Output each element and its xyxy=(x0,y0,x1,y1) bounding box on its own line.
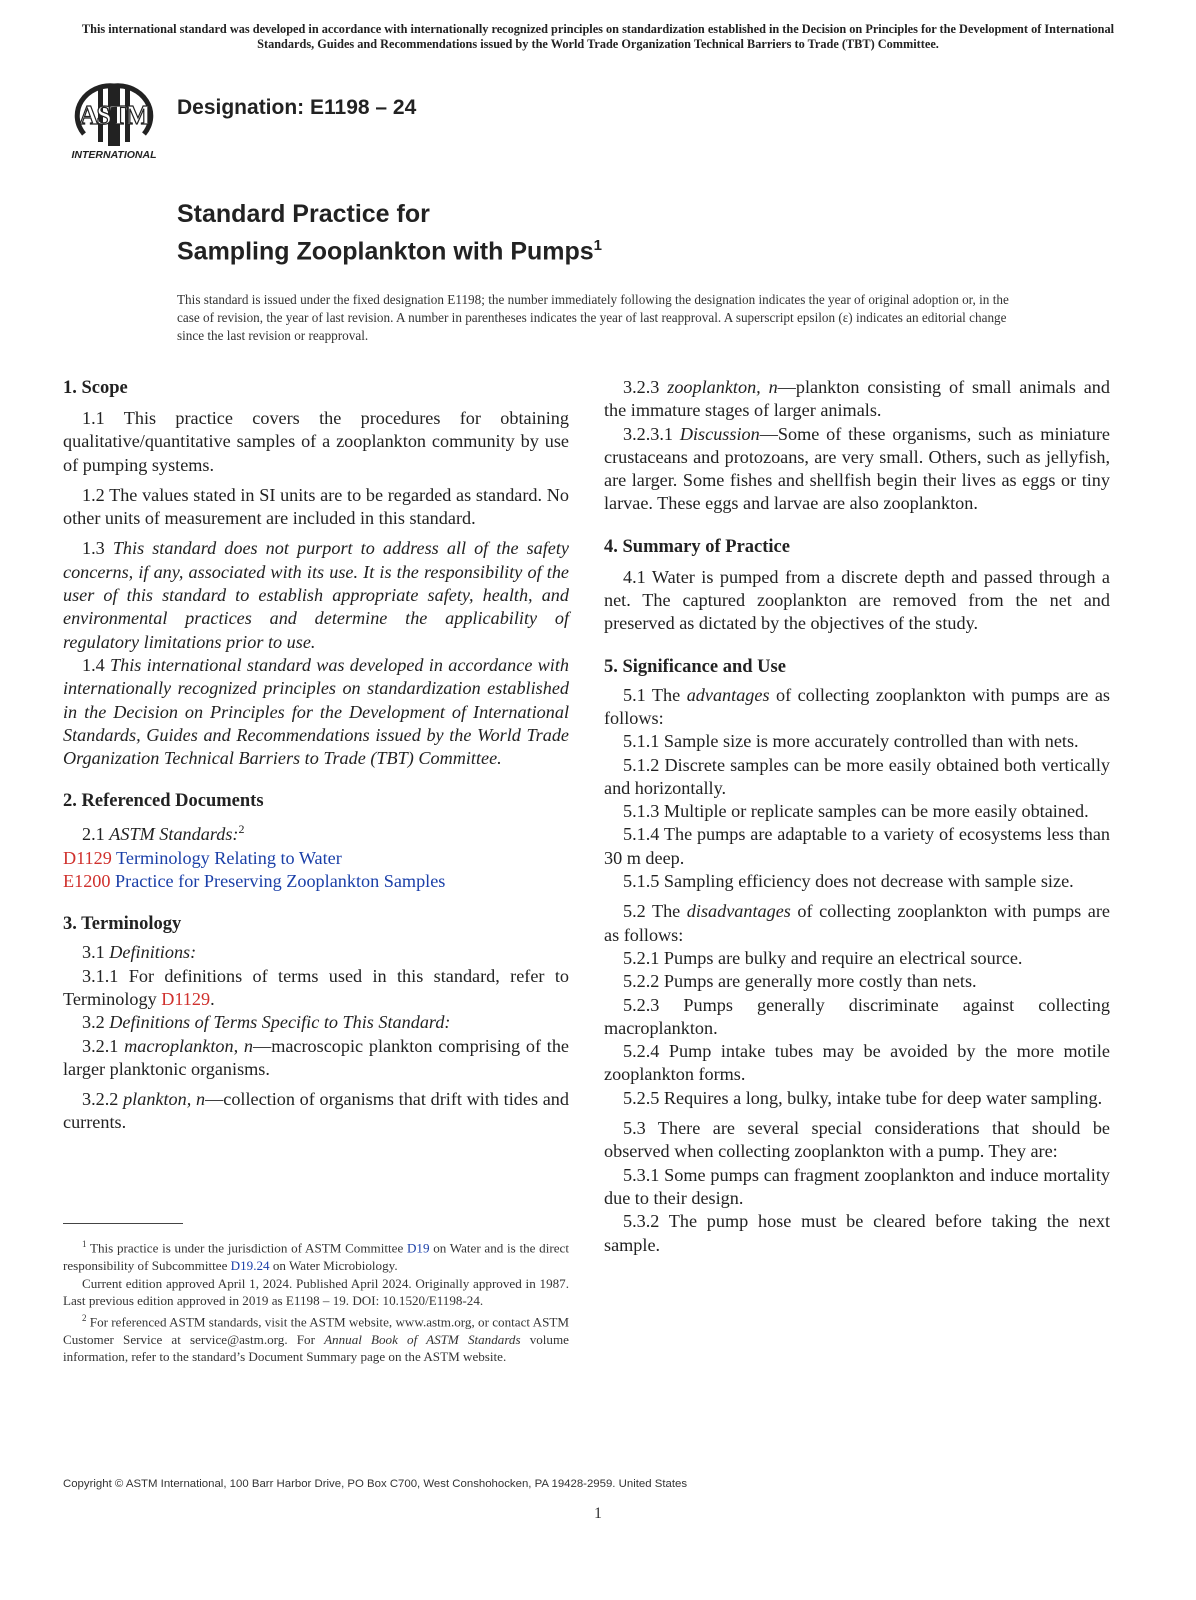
paragraph-5-2: 5.2 The disadvantages of collecting zooplankton with pumps are as follows: xyxy=(604,901,1111,945)
paragraph-5-1: 5.1 The advantages of collecting zooplankton with pumps are as follows: xyxy=(604,684,1110,728)
paragraph-4-1: 4.1 Water is pumped from a discrete depth and passed through a net. The captured zooplankton are removed from the net and preserved as dictated by the objectives of the study. xyxy=(604,566,1110,634)
paragraph-5-1-2: 5.1.2 Discrete samples can be more easily obtained both vertically and horizontally. xyxy=(604,754,1110,798)
link-d19-24[interactable]: D19.24 xyxy=(230,1257,270,1273)
section-heading-significance-and-use: 5. Significance and Use xyxy=(604,656,786,677)
paragraph-3-2-1: 3.2.1 macroplankton, n—macroscopic plankton comprising of the larger planktonic organisms. xyxy=(63,1035,569,1079)
section-heading-scope: 1. Scope xyxy=(63,378,128,398)
title-line-1: Standard Practice for xyxy=(177,200,430,228)
paragraph-5-3-1: 5.3.1 Some pumps can fragment zooplankton and induce mortality due to their design. xyxy=(604,1164,1110,1208)
paragraph-5-3-2: 5.3.2 The pump hose must be cleared before taking the next sample. xyxy=(604,1211,1110,1255)
paragraph-5-2-5: 5.2.5 Requires a long, bulky, intake tube for deep water sampling. xyxy=(623,1087,1103,1108)
ref-code-d1129[interactable]: D1129 xyxy=(63,847,112,868)
paragraph-5-1-4: 5.1.4 The pumps are adaptable to a variety of ecosystems less than 30 m deep. xyxy=(604,824,1110,868)
paragraph-5-3: 5.3 There are several special considerations that should be observed when collecting zooplankton with a pump. They are: xyxy=(604,1118,1110,1162)
paragraph-3-2-3-1: 3.2.3.1 Discussion—Some of these organisms, such as miniature crustaceans and protozoans, are very small. Others, such as jellyfish, are larger. Some fishes and shellfish begin their lives as eggs or tiny larvae. These eggs and larvae are also zooplankton. xyxy=(604,423,1110,514)
reference-d1129[interactable] xyxy=(63,847,569,870)
section-heading-terminology: 3. Terminology xyxy=(63,914,182,935)
paragraph-5-2-3: 5.2.3 Pumps generally discriminate against collecting macroplankton. xyxy=(604,994,1110,1038)
designation: Designation: E1198 – 24 xyxy=(177,96,417,119)
paragraph-1-1: 1.1 This practice covers the procedures for obtaining qualitative/quantitative samples of a zooplankton community by use of pumping systems. xyxy=(63,408,569,475)
paragraph-3-2-2: 3.2.2 plankton, n—collection of organisms that drift with tides and currents. xyxy=(63,1089,569,1133)
paragraph-3-2: 3.2 Definitions of Terms Specific to This Standard: xyxy=(82,1012,451,1033)
paragraph-5-1-5: 5.1.5 Sampling efficiency does not decrease with sample size. xyxy=(623,871,1074,892)
paragraph-5-1-1: 5.1.1 Sample size is more accurately controlled than with nets. xyxy=(623,731,1079,752)
right-column xyxy=(604,376,1110,1257)
footnote-1-edition: Current edition approved April 1, 2024. Published April 2024. Originally approved in 1987. Last previous edition approved in 2019 as E1198 – 19. DOI: 10.1520/E1198-24. xyxy=(63,1275,569,1309)
paragraph-1-2: 1.2 The values stated in SI units are to be regarded as standard. No other units of measurement are included in this standard. xyxy=(63,484,569,529)
copyright-notice: Copyright © ASTM International, 100 Barr Harbor Drive, PO Box C700, West Conshohocken, PA 19428-2959. United States xyxy=(63,1478,688,1490)
title-line-2: Sampling Zooplankton with Pumps xyxy=(177,237,594,266)
paragraph-5-1-3: 5.1.3 Multiple or replicate samples can be more easily obtained. xyxy=(623,801,1089,822)
section-heading-summary-of-practice: 4. Summary of Practice xyxy=(604,536,790,557)
paragraph-1-4: 1.4 This international standard was developed in accordance with internationally recognized principles on standardization established in the Decision on Principles for the Development of International Standards, Guides and Recommendations issued by the World Trade Organization Technical Barriers to Trade (TBT) Committee. xyxy=(63,654,570,769)
ref-title-e1200[interactable]: Practice for Preserving Zooplankton Samples xyxy=(110,871,446,892)
footnotes xyxy=(63,1236,569,1366)
standard-notice: This international standard was developed in accordance with internationally recognized principles on standardization established in the Decision on Principles for the Development of International Standards, Guides and Recommendations issued by the World Trade Organization Technical Barriers to Trade (TBT) Committee. xyxy=(81,22,1115,51)
issued-note: This standard is issued under the fixed designation E1198; the number immediately following the designation indicates the year of original adoption or, in the case of revision, the year of last revision. A number in parentheses indicates the year of last reapproval. A superscript epsilon (ε) indicates an editorial change since the last revision or reapproval. xyxy=(177,292,1009,343)
ref-code-e1200[interactable]: E1200 xyxy=(63,871,111,892)
paragraph-5-2-1: 5.2.1 Pumps are bulky and require an electrical source. xyxy=(623,947,1023,968)
paragraph-3-1-1: 3.1.1 For definitions of terms used in this standard, refer to Terminology D1129. xyxy=(63,965,569,1009)
title-footnote-mark: 1 xyxy=(593,237,603,254)
section-heading-referenced-documents: 2. Referenced Documents xyxy=(63,791,264,812)
reference-e1200[interactable] xyxy=(63,870,569,893)
logo-text: ASTM xyxy=(78,100,150,130)
astm-logo xyxy=(64,74,164,166)
paragraph-1-3: 1.3 This standard does not purport to address all of the safety concerns, if any, associated with its use. It is the responsibility of the user of this standard to establish appropriate safety, health, and environmental practices and determine the applicability of regulatory limitations prior to use. xyxy=(63,538,570,652)
footnote-2: $^2$ For referenced ASTM standards, visit the ASTM website, www.astm.org, or contact ASTM Customer Service at service@astm.org. For Annual Book of ASTM Standards volume information, refer to the standard’s Document Summary page on the ASTM website. xyxy=(63,1312,569,1365)
footnote-divider xyxy=(63,1223,183,1224)
page-number: 1 xyxy=(594,1505,602,1522)
paragraph-3-1: 3.1 Definitions: xyxy=(82,942,197,963)
logo-subtext: INTERNATIONAL xyxy=(71,149,157,161)
paragraph-5-2-2: 5.2.2 Pumps are generally more costly than nets. xyxy=(623,971,977,992)
ref-title-d1129[interactable]: Terminology Relating to Water xyxy=(111,847,342,868)
document-title xyxy=(177,199,602,267)
footnote-1: $^1$ This practice is under the jurisdiction of ASTM Committee D19 on Water and is the direct responsibility of Subcommittee D19.24 on Water Microbiology. xyxy=(63,1239,569,1273)
paragraph-3-2-3: 3.2.3 zooplankton, n—plankton consisting of small animals and the immature stages of larger animals. xyxy=(604,377,1110,421)
paragraph-2-1: 2.1 ASTM Standards:$^2$ xyxy=(82,822,245,845)
link-d19[interactable]: D19 xyxy=(406,1240,430,1256)
left-column xyxy=(63,376,569,1135)
link-d1129[interactable]: D1129 xyxy=(161,989,211,1009)
paragraph-5-2-4: 5.2.4 Pump intake tubes may be avoided by the more motile zooplankton forms. xyxy=(604,1041,1110,1085)
